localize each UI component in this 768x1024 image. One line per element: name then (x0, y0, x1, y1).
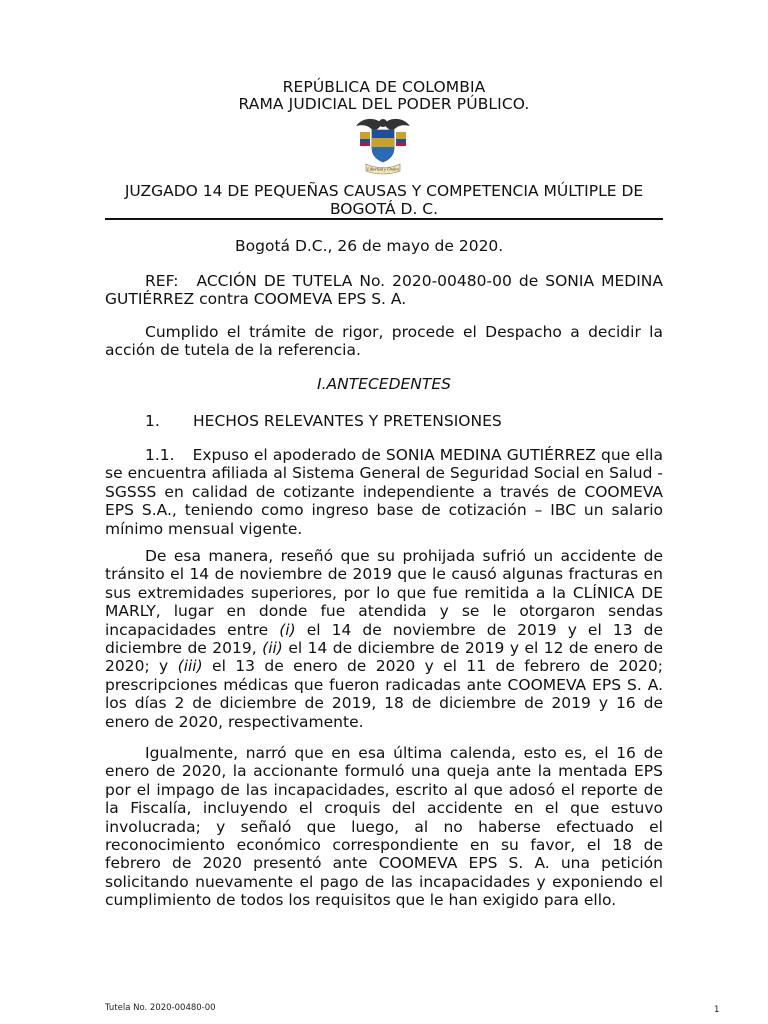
enum-iii: (iii) (177, 657, 203, 676)
paragraph-1-1 (105, 446, 663, 538)
paragraph-complaint: Igualmente, narró que en esa última calenda, esto es, el 16 de enero de 2020, la accionante formuló una queja ante la mentada EPS por el impago de las incapacidades, escrito al que adosó el reporte de la Fiscalía, incluyendo el croquis del accidente en el que estuvo involucrada; y señaló que luego, al no haberse efectuado el reconocimiento económico correspondiente en su favor, el 18 de febrero de 2020 presentó ante COOMEVA EPS S. A. una petición solicitando nuevamente el pago de las incapacidades y exponiendo el cumplimiento de todos los requisitos que le han exigido para ello. (105, 744, 663, 910)
paragraph-accident-part-d: el 13 de enero de 2020 y el 11 de febrero de 2020; prescripciones médicas que fueron radicadas ante COOMEVA EPS S. A. los días 2 de diciembre de 2019, 18 de diciembre de 2019 y 16 de enero de 2020, respectivamente. (105, 657, 664, 731)
seal-motto: Libertad y Orden (367, 166, 399, 172)
subsection-number: 1. (145, 412, 160, 430)
header-country: REPÚBLICA DE COLOMBIA (282, 78, 486, 96)
reference-text: ACCIÓN DE TUTELA No. 2020-00480-00 de SONIA MEDINA GUTIÉRREZ contra COOMEVA EPS S. A. (105, 272, 663, 309)
coat-of-arms-icon (354, 114, 412, 178)
section-title: I.ANTECEDENTES (317, 375, 451, 393)
header-divider (105, 218, 663, 220)
footer-doc-ref: Tutela No. 2020-00480-00 (105, 1003, 216, 1013)
reference-label: REF: (145, 272, 179, 290)
subsection-heading (145, 412, 502, 430)
paragraph-accident-part-c: el 14 de diciembre de 2019 y el 12 de enero de 2020; y (105, 639, 663, 676)
paragraph-1-1-number: 1.1. (145, 446, 175, 464)
page-number: 1 (714, 1005, 720, 1015)
enum-ii: (ii) (262, 639, 283, 658)
paragraph-accident-part-a: De esa manera, reseñó que su prohijada sufrió un accidente de tránsito el 14 de noviembre de 2019 que le causó algunas fracturas en sus extremidades superiores, por lo que fue remitida a la CLÍNICA DE MARLY, lugar en donde fue atendida y se le otorgaron sendas incapacidades entre (105, 547, 663, 639)
court-name: JUZGADO 14 DE PEQUEÑAS CAUSAS Y COMPETENCIA MÚLTIPLE DE BOGOTÁ D. C. (124, 182, 644, 218)
subsection-title: HECHOS RELEVANTES Y PRETENSIONES (193, 412, 502, 430)
reference-paragraph (105, 272, 663, 309)
paragraph-accident-part-b: el 14 de noviembre de 2019 y el 13 de diciembre de 2019, (105, 620, 663, 658)
intro-paragraph: Cumplido el trámite de rigor, procede el Despacho a decidir la acción de tutela de la referencia. (105, 323, 663, 360)
document-date: Bogotá D.C., 26 de mayo de 2020. (235, 237, 504, 255)
header-branch: RAMA JUDICIAL DEL PODER PÚBLICO. (238, 95, 530, 113)
paragraph-accident (105, 547, 663, 731)
enum-i: (i) (279, 620, 296, 639)
paragraph-1-1-text: Expuso el apoderado de SONIA MEDINA GUTIÉRREZ que ella se encuentra afiliada al Sistema General de Seguridad Social en Salud - SGSSS en calidad de cotizante independiente a través de COOMEVA EPS S.A., teniendo como ingreso base de cotización – IBC un salario mínimo mensual vigente. (105, 446, 663, 538)
